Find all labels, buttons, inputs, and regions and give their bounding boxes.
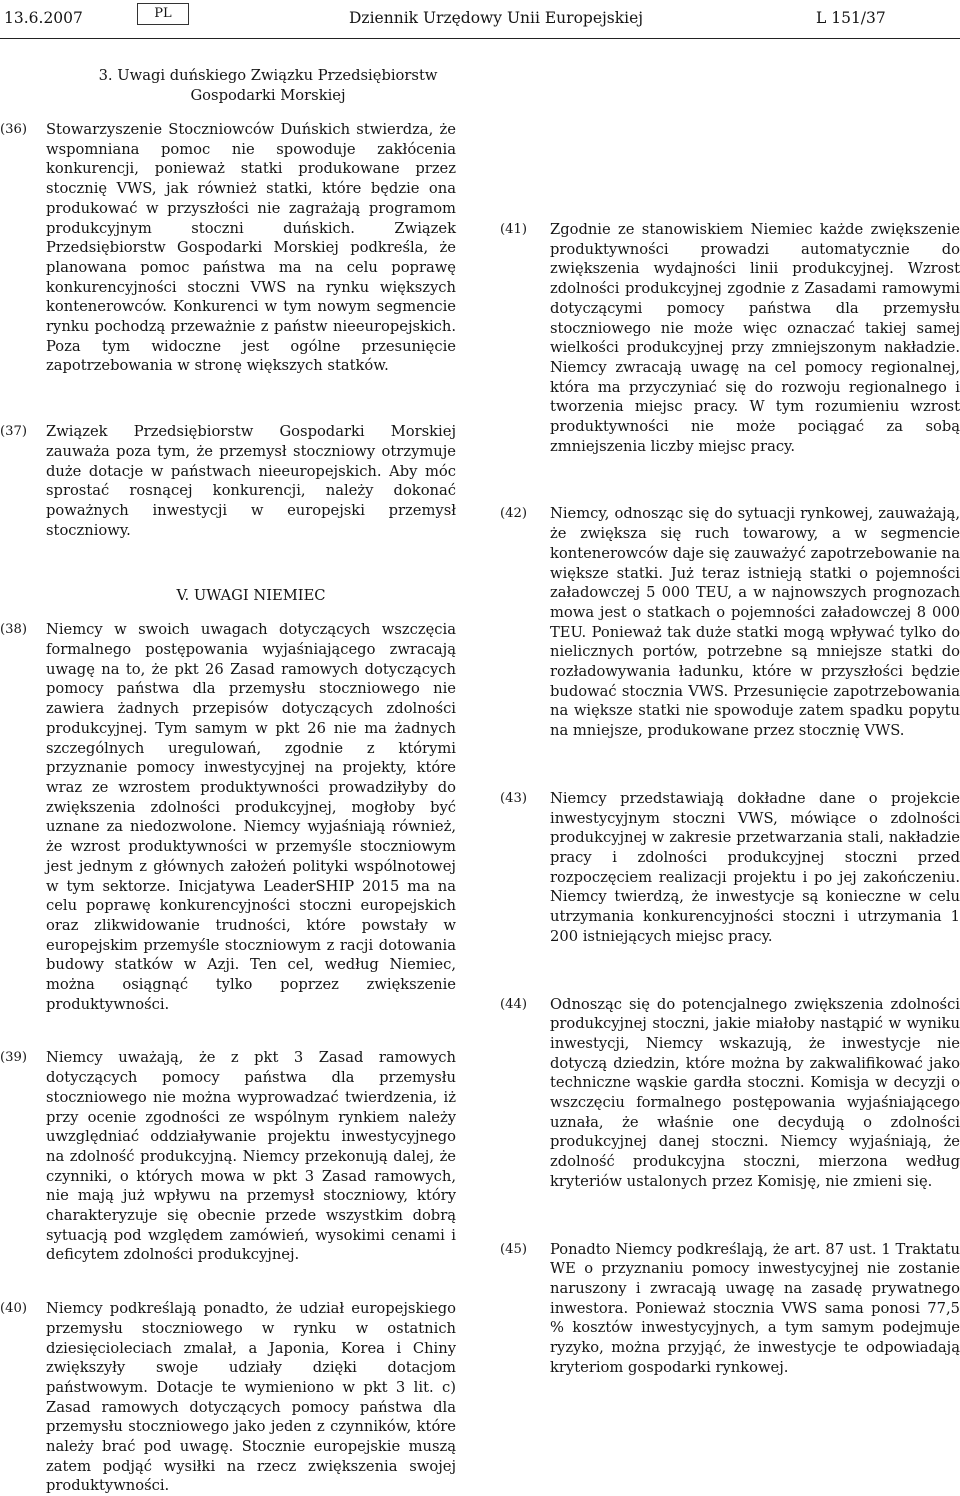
paragraph-number: (43) <box>500 790 528 806</box>
paragraph-37 <box>0 422 456 540</box>
paragraph-text: Niemcy przedstawiają dokładne dane o projekcie inwestycyjnym stoczni VWS, mówiące o zdolności produkcyjnej w zakresie przetwarzania stali, nakładzie pracy i zdolności produkcyjnej stoczni przed rozpoczęciem realizacji projektu i po jej zakończeniu. Niemcy twierdzą, że inwestycje są konieczne w celu utrzymania konkurencyjności stoczni i utrzymania 1 200 istniejących miejsc pracy. <box>550 789 960 945</box>
paragraph-number: (41) <box>500 222 528 237</box>
left-column <box>0 66 456 1496</box>
paragraph-number: (42) <box>500 506 528 522</box>
paragraph-number: (36) <box>0 122 28 137</box>
page-reference: L 151/37 <box>816 9 886 27</box>
page-header <box>0 0 960 40</box>
section-heading-line2: Gospodarki Morskiej <box>190 87 346 104</box>
journal-title: Dziennik Urzędowy Unii Europejskiej <box>349 9 644 27</box>
chapter-title: UWAGI NIEMIEC <box>193 587 326 605</box>
paragraph-number: (44) <box>500 996 528 1012</box>
paragraph-text: Związek Przedsiębiorstw Gospodarki Morskiej zauważa poza tym, że przemysł stoczniowy otrzymuje duże dotacje w państwach nieeuropejskich. Aby móc sprostać rosnącej konkurencji, należy dokonać poważnych inwestycji w europejski przemysł stoczniowy. <box>46 423 456 539</box>
paragraph-36 <box>0 120 456 376</box>
paragraph-text: Odnosząc się do potencjalnego zwiększenia zdolności produkcyjnej stoczni, jakie miałoby nastąpić w wyniku inwestycji, Niemcy wskazują, że inwestycje nie dotyczą dziedzin, które można by zakwalifikować jako techniczne wąskie gardła stoczni. Komisja w decyzji o wszczęciu formalnego postępowania wyjaśniającego uznała, że właśnie one decydują o zdolności produkcyjnej danej stoczni. Niemcy wyjaśniają, że zdolność produkcyjna stoczni, mierzona według kryteriów ustalonych przez Komisję, nie zmieni się. <box>550 995 960 1190</box>
paragraph-42 <box>500 504 960 740</box>
section-heading-line1: 3. Uwagi duńskiego Związku Przedsiębiorstw <box>98 67 438 84</box>
paragraph-39 <box>0 1048 456 1265</box>
paragraph-text: Ponadto Niemcy podkreślają, że art. 87 ust. 1 Traktatu WE o przyznaniu pomocy inwestycyjnej nie zostanie naruszony i zwracają uwagę na zasadę prywatnego inwestora. Ponieważ stocznia VWS sama ponosi 77,5 % kosztów inwestycyjnych, a tym samym podejmuje ryzyko, można przyjąć, że inwestycje te odpowiadają kryteriom gospodarki rynkowej. <box>550 1240 960 1376</box>
paragraph-44 <box>500 995 960 1192</box>
paragraph-40 <box>0 1299 456 1496</box>
paragraph-number: (37) <box>0 424 28 440</box>
language-badge: PL <box>137 3 189 25</box>
section-heading <box>46 66 456 106</box>
paragraph-number: (38) <box>0 622 28 638</box>
chapter-number: V. <box>176 587 194 605</box>
paragraph-text: Niemcy, odnosząc się do sytuacji rynkowej, zauważają, że zwiększa się ruch towarowy, a w segmencie kontenerowców daje się zauważyć zapotrzebowanie na większe statki. Już teraz istnieją statki o pojemności załadowczej 5 000 TEU, a w najnowszych prognozach mowa jest o statkach o pojemności załadowczej 8 000 TEU. Ponieważ tak duże statki mogą wpływać tylko do nielicznych portów, potrzebne są mniejsze statki do rozładowywania ładunku, które w przyszłości będzie budować stocznia VWS. Przesunięcie zapotrzebowania na większe statki nie spowoduje zatem spadku popytu na mniejsze, produkowane przez stocznię VWS. <box>550 505 960 740</box>
paragraph-text: Niemcy w swoich uwagach dotyczących wszczęcia formalnego postępowania wyjaśniającego zwracają uwagę na to, że pkt 26 Zasad ramowych dotyczących pomocy państwa dla przemysłu stoczniowego nie zawiera żadnych przepisów dotyczących zdolności produkcyjnej. Tym samym w pkt 26 nie ma żadnych szczególnych uregulowań, zgodnie z którymi przyznanie pomocy inwestycyjnej na projekty, które wraz ze wzrostem produktywności prowadziłyby do zwiększenia zdolności produkcyjnej, mogłoby być uznane za niedozwolone. Niemcy wyjaśniają również, że wzrost produktywności w przemyśle stoczniowym jest jednym z głównych założeń polityki wspólnotowej w tym sektorze. Inicjatywa LeaderSHIP 2015 ma na celu poprawę konkurencyjności stoczni europejskich oraz zlikwidowanie trudności, które powstały w europejskim przemyśle stoczniowym z racji dotowania budowy statków w Azji. Ten cel, według Niemiec, można osiągnąć tylko poprzez zwiększenie produktywności. <box>46 621 456 1013</box>
paragraph-43 <box>500 789 960 947</box>
header-date: 13.6.2007 <box>4 9 83 27</box>
paragraph-text: Stowarzyszenie Stoczniowców Duńskich stwierdza, że wspomniana pomoc nie spowoduje zakłócenia konkurencji, ponieważ statki produkowane przez stocznię VWS, jak również statki, które będzie ona produkować w przyszłości nie zagrażają programom produkcyjnym stoczni duńskich. Związek Przedsiębiorstw Gospodarki Morskiej podkreśla, że planowana pomoc państwa ma na celu poprawę konkurencyjności stoczni VWS na rynku większych kontenerowców. Konkurenci w tym nowym segmencie rynku pochodzą przeważnie z państw nieeuropejskich. Poza tym widoczne jest ogólne przesunięcie zapotrzebowania w stronę większych statków. <box>46 121 456 375</box>
chapter-heading <box>46 586 456 606</box>
header-rule <box>0 38 960 39</box>
paragraph-number: (45) <box>500 1241 528 1257</box>
paragraph-38 <box>0 620 456 1014</box>
paragraph-number: (40) <box>0 1301 28 1317</box>
right-column <box>500 66 960 1377</box>
paragraph-45 <box>500 1240 960 1378</box>
paragraph-text: Niemcy podkreślają ponadto, że udział europejskiego przemysłu stoczniowego w rynku w ostatnich dziesięcioleciach zmalał, a Japonia, Korea i Chiny zwiększyły swoje udziały dzięki dotacjom państwowym. Dotacje te wymieniono w pkt 3 lit. c) Zasad ramowych dotyczących pomocy państwa dla przemysłu stoczniowego jako jeden z czynników, które należy brać pod uwagę. Stocznie europejskie muszą zatem podjąć wysiłki na rzecz zwiększenia swojej produktywności. <box>46 1300 456 1495</box>
paragraph-text: Niemcy uważają, że z pkt 3 Zasad ramowych dotyczących pomocy państwa dla przemysłu stoczniowego nie można wyprowadzać twierdzenia, iż przy ocenie zgodności ze wspólnym rynkiem należy uwzględniać oddziaływanie projektu inwestycyjnego na zdolność produkcyjną. Niemcy przekonują dalej, że czynniki, o których mowa w pkt 3 Zasad ramowych, nie mają już wpływu na przemysł stoczniowy, który charakteryzuje się obecnie przede wszystkim dobrą sytuacją pod względem zamówień, wysokimi cenami i deficytem zdolności produkcyjnej. <box>46 1049 456 1264</box>
paragraph-41 <box>500 220 960 456</box>
paragraph-number: (39) <box>0 1050 28 1066</box>
paragraph-text: Zgodnie ze stanowiskiem Niemiec każde zwiększenie produktywności prowadzi automatycznie do zwiększenia wydajności linii produkcyjnej. Wzrost zdolności produkcyjnej zgodnie z Zasadami ramowymi dotyczącymi pomocy państwa dla przemysłu stoczniowego nie może więc oznaczać takiej samej wielkości produkcyjnej przy zmniejszonym nakładzie. Niemcy zwracają uwagę na cel pomocy regionalnej, która ma przyczyniać się do rozwoju regionalnego i tworzenia miejsc pracy. W tym rozumieniu wzrost produktywności nie może pociągać za sobą zmniejszenia liczby miejsc pracy. <box>550 221 960 455</box>
